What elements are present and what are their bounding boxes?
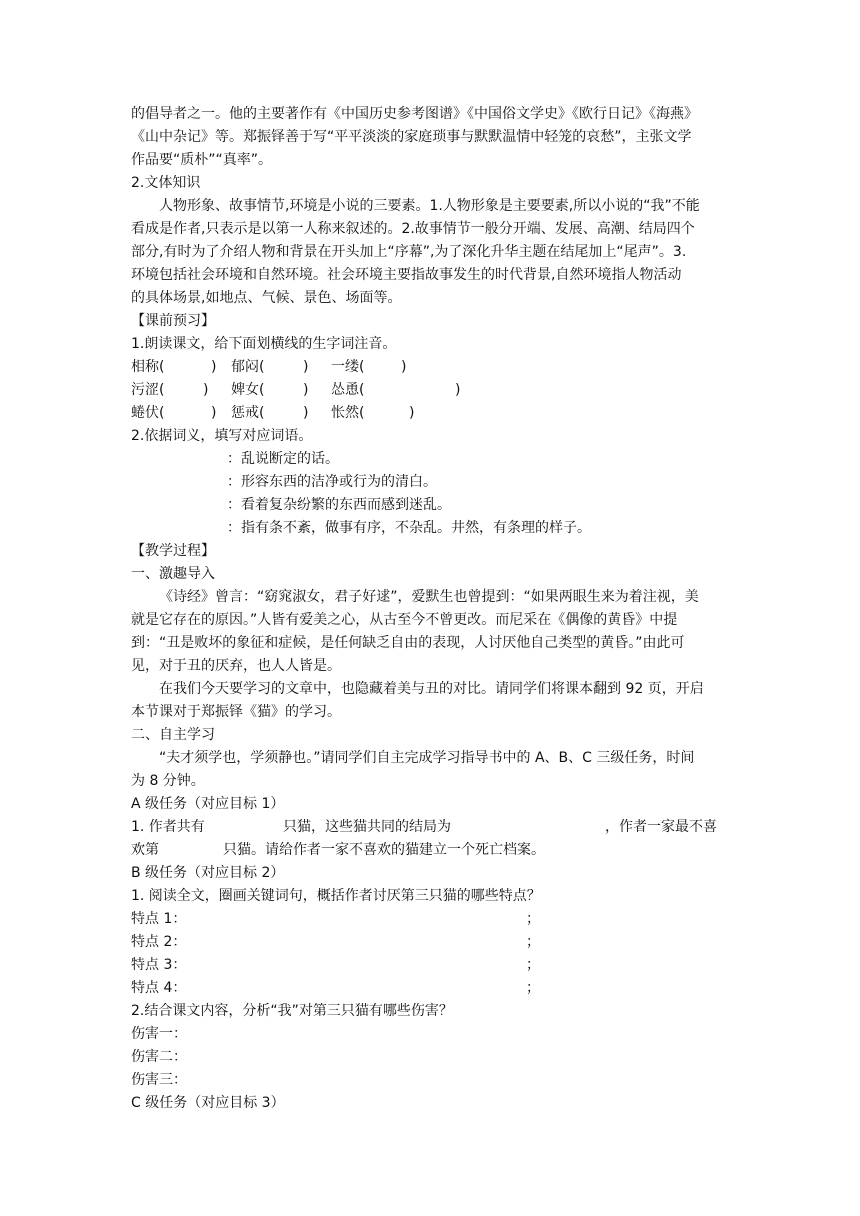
pinyin-item-close: ): [303, 359, 309, 375]
task-a-line-1-part-2: 只猫，这些猫共同的结局为: [283, 819, 451, 835]
section-1-heading: 一、激趣导入: [131, 566, 215, 582]
task-c-heading: C 级任务（对应目标 3）: [131, 1095, 285, 1111]
genre-line-1: 人物形象、故事情节,环境是小说的三要素。1.人物形象是主要要素,所以小说的“我”不能: [159, 198, 700, 214]
genre-line-2: 看成是作者,只表示是以第一人称来叙述的。2.故事情节一般分开端、发展、高潮、结局四个: [131, 221, 695, 237]
feature-4-semicolon: ；: [526, 980, 540, 996]
pinyin-item-open: 婢女(: [231, 382, 265, 398]
task-a-line-1-part-3: ，作者一家最不喜: [605, 819, 717, 835]
pinyin-item-open: 怅然(: [331, 405, 365, 421]
pinyin-item-open: 污涩(: [131, 382, 165, 398]
pinyin-item-open: 怂恿(: [331, 382, 365, 398]
task-b-question-2: 2.结合课文内容，分析“我”对第三只猫有哪些伤害？: [131, 1003, 453, 1019]
feature-2-label: 特点 2：: [131, 934, 187, 950]
process-heading: 【教学过程】: [131, 543, 215, 559]
pinyin-item-close: ): [303, 382, 309, 398]
pinyin-item-open: 蜷伏(: [131, 405, 165, 421]
paragraph-1-line-2: 就是它存在的原因。”人皆有爱美之心，从古至今不曾更改。而尼采在《偶像的黄昏》中提: [131, 612, 678, 628]
harm-1-label: 伤害一：: [131, 1026, 187, 1042]
paragraph-3-line-1: “夫才须学也，学须静也。”请同学们自主完成学习指导书中的 A、B、C 三级任务，时间: [159, 750, 695, 766]
intro-line-3: 作品要“质朴”“真率”。: [131, 152, 273, 168]
pinyin-item-close: ): [401, 359, 407, 375]
feature-3-semicolon: ；: [526, 957, 540, 973]
definition-4: ：指有条不紊，做事有序，不杂乱。井然，有条理的样子。: [227, 520, 591, 536]
pinyin-item-close: ): [211, 405, 217, 421]
genre-line-5: 的具体场景,如地点、气候、景色、场面等。: [131, 290, 402, 306]
preview-question-2: 2.依据词义，填写对应词语。: [131, 428, 313, 444]
task-b-heading: B 级任务（对应目标 2）: [131, 865, 285, 881]
intro-line-1: 的倡导者之一。他的主要著作有《中国历史参考图谱》《中国俗文学史》《欧行日记》《海燕》: [131, 106, 698, 122]
paragraph-2-line-2: 本节课对于郑振铎《猫》的学习。: [131, 704, 341, 720]
pinyin-item-close: ): [211, 359, 217, 375]
genre-line-3: 部分,有时为了介绍人物和背景在开头加上“序幕”,为了深化升华主题在结尾加上“尾声”。3.: [131, 244, 687, 260]
pinyin-item-close: ): [455, 382, 461, 398]
paragraph-1-line-1: 《诗经》曾言：“窈窕淑女，君子好逑”，爱默生也曾提到：“如果两眼生来为着注视，美: [159, 589, 699, 605]
harm-2-label: 伤害二：: [131, 1049, 187, 1065]
definition-1: ：乱说断定的话。: [227, 451, 339, 467]
feature-1-semicolon: ；: [526, 911, 540, 927]
genre-line-4: 环境包括社会环境和自然环境。社会环境主要指故事发生的时代背景,自然环境指人物活动: [131, 267, 682, 283]
harm-3-label: 伤害三：: [131, 1072, 187, 1088]
paragraph-1-line-3: 到：“丑是败坏的象征和症候，是任何缺乏自由的表现，人讨厌他自己类型的黄昏。”由此可: [131, 635, 685, 651]
task-a-line-1-part-1: 1. 作者共有: [131, 819, 205, 835]
preview-heading: 【课前预习】: [131, 313, 215, 329]
paragraph-2-line-1: 在我们今天要学习的文章中，也隐藏着美与丑的对比。请同学们将课本翻到 92 页，开启: [159, 681, 704, 697]
section-2-heading: 二、自主学习: [131, 727, 215, 743]
feature-4-label: 特点 4：: [131, 980, 187, 996]
genre-heading: 2.文体知识: [131, 175, 201, 191]
pinyin-item-open: 惩戒(: [231, 405, 265, 421]
feature-2-semicolon: ；: [526, 934, 540, 950]
feature-3-label: 特点 3：: [131, 957, 187, 973]
pinyin-item-open: 郁闷(: [231, 359, 265, 375]
paragraph-3-line-2: 为 8 分钟。: [131, 773, 205, 789]
feature-1-label: 特点 1：: [131, 911, 187, 927]
intro-line-2: 《山中杂记》等。郑振铎善于写“平平淡淡的家庭琐事与默默温情中轻笼的哀愁”，主张文学: [131, 129, 692, 145]
pinyin-item-open: 一缕(: [331, 359, 365, 375]
task-a-heading: A 级任务（对应目标 1）: [131, 796, 285, 812]
pinyin-item-close: ): [409, 405, 415, 421]
pinyin-item-close: ): [203, 382, 209, 398]
pinyin-item-open: 相称(: [131, 359, 165, 375]
definition-3: ：看着复杂纷繁的东西而感到迷乱。: [227, 497, 451, 513]
paragraph-1-line-4: 见，对于丑的厌弃，也人人皆是。: [131, 658, 341, 674]
definition-2: ：形容东西的洁净或行为的清白。: [227, 474, 437, 490]
task-a-line-2-part-1: 欢第: [131, 842, 159, 858]
task-b-question-1: 1. 阅读全文，圈画关键词句，概括作者讨厌第三只猫的哪些特点？: [131, 888, 541, 904]
task-a-line-2-part-2: 只猫。请给作者一家不喜欢的猫建立一个死亡档案。: [223, 842, 545, 858]
preview-question-1: 1.朗读课文，给下面划横线的生字词注音。: [131, 336, 397, 352]
pinyin-item-close: ): [303, 405, 309, 421]
